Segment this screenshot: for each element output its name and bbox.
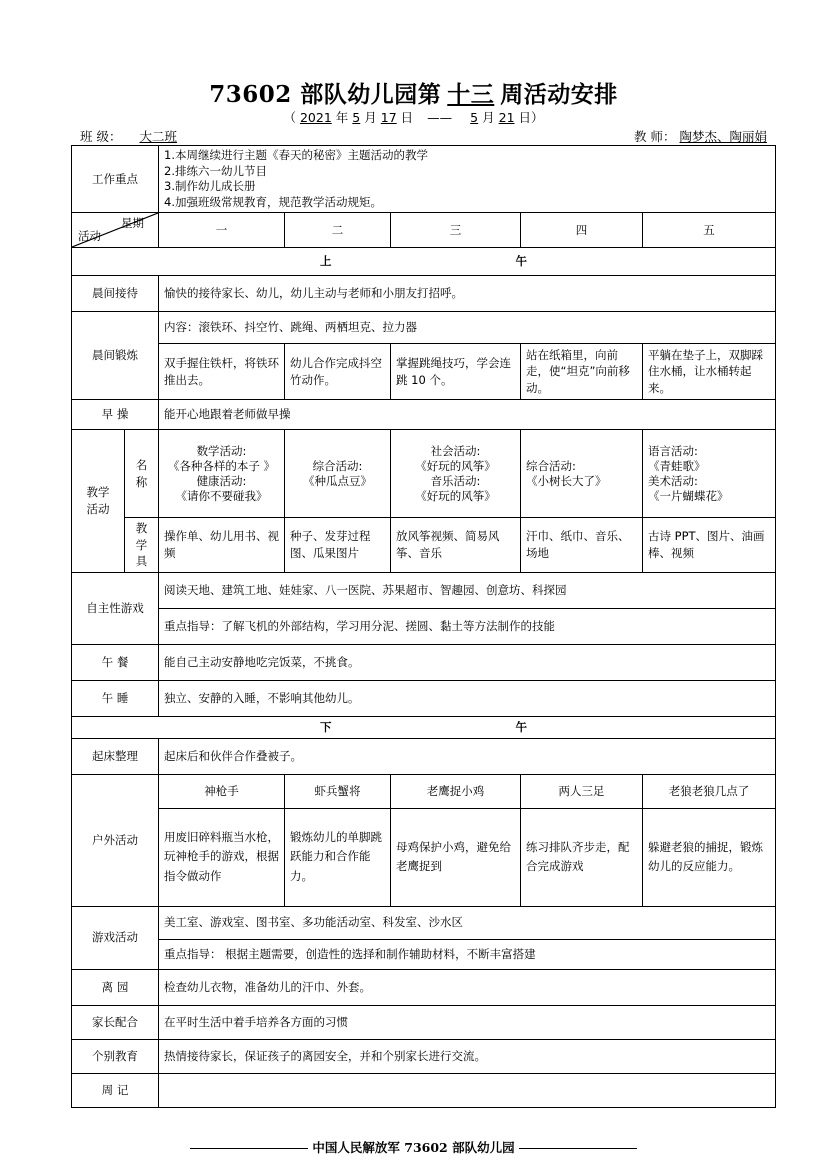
- reception-row: [72, 276, 776, 312]
- exercise-wed: 掌握跳绳技巧，学会连跳 10 个。: [391, 344, 521, 400]
- date-ri-end: 日）: [518, 110, 544, 125]
- parents-row: [72, 1005, 776, 1039]
- subject-type: 健康活动:: [196, 473, 247, 488]
- subject-title: 《一片蝴蝶花》: [648, 488, 729, 503]
- lunch-row: [72, 645, 776, 681]
- focus-line: 2.排练六一幼儿节目: [164, 163, 267, 178]
- wakeup-text: 起床后和伙伴合作叠被子。: [159, 738, 776, 774]
- outdoor-desc-thu: 练习排队齐步走，配合完成游戏: [521, 808, 643, 906]
- teaching-tools-wed: 放风筝视频、简易风筝、音乐: [391, 518, 521, 573]
- free-play-guide: 重点指导：了解飞机的外部结构，学习用分泥、搓圆、黏土等方法制作的技能: [159, 609, 776, 645]
- corner-weekday-label: 星期: [121, 216, 144, 231]
- nap-label: 午 睡: [72, 681, 159, 717]
- date-day-start: 17: [380, 110, 397, 125]
- teaching-label: 教学活动: [72, 430, 125, 573]
- subject-type: 社会活动:: [430, 443, 481, 458]
- outdoor-desc-fri: 躲避老狼的捕捉，锻炼幼儿的反应能力。: [643, 808, 776, 906]
- outdoor-game-mon: 神枪手: [159, 774, 285, 808]
- page-title: [0, 76, 827, 109]
- free-play-guide-row: [72, 609, 776, 645]
- weekday-header-row: [72, 213, 776, 248]
- focus-line: 4.加强班级常规教育，规范教学活动规矩。: [164, 194, 382, 209]
- parents-text: 在平时生活中着手培养各方面的习惯: [159, 1005, 776, 1039]
- reception-text: 愉快的接待家长、幼儿，幼儿主动与老师和小朋友打招呼。: [159, 276, 776, 312]
- title-prefix: 73602 部队幼儿园第: [209, 81, 442, 108]
- outdoor-games-row: [72, 774, 776, 808]
- weekday-mon: 一: [159, 213, 285, 248]
- outdoor-game-thu: 两人三足: [521, 774, 643, 808]
- footer-rule-right: [519, 1148, 637, 1149]
- teaching-name-label: 名称: [125, 430, 159, 518]
- free-play-areas: 阅读天地、建筑工地、娃娃家、八一医院、苏果超市、智趣园、创意坊、科探园: [159, 573, 776, 609]
- leave-text: 检查幼儿衣物，准备幼儿的汗巾、外套。: [159, 969, 776, 1005]
- wakeup-label: 起床整理: [72, 738, 159, 774]
- subject-type: 音乐活动:: [430, 473, 481, 488]
- weekly-note-row: [72, 1073, 776, 1107]
- subject-title: 《种瓜点豆》: [303, 473, 372, 488]
- teaching-tools-mon: 操作单、幼儿用书、视频: [159, 518, 285, 573]
- pm-section-row: [72, 717, 776, 739]
- teacher-label: 教 师：: [634, 129, 676, 144]
- subject-type: 数学活动:: [196, 443, 247, 458]
- lunch-label: 午 餐: [72, 645, 159, 681]
- wakeup-row: [72, 738, 776, 774]
- date-month-start: 5: [352, 110, 361, 125]
- teaching-tools-thu: 汗巾、纸巾、音乐、场地: [521, 518, 643, 573]
- date-separator: ——: [427, 110, 453, 125]
- game-guide: 重点指导： 根据主题需要，创造性的选择和制作辅助材料，不断丰富搭建: [159, 939, 776, 969]
- individual-text: 热情接待家长，保证孩子的离园安全，并和个别家长进行交流。: [159, 1039, 776, 1073]
- date-yue-end: 月: [482, 110, 495, 125]
- leave-label: 离 园: [72, 969, 159, 1005]
- parents-label: 家长配合: [72, 1005, 159, 1039]
- outdoor-label: 户外活动: [72, 774, 159, 906]
- subject-type: 语言活动:: [648, 443, 698, 458]
- leave-row: [72, 969, 776, 1005]
- class-info: [80, 127, 207, 145]
- subject-title: 《小树长大了》: [526, 473, 607, 488]
- teaching-name-mon: [159, 430, 285, 518]
- morning-ex-row: [72, 400, 776, 430]
- morning-ex-label: 早 操: [72, 400, 159, 430]
- date-year: 2021: [299, 110, 332, 125]
- exercise-content: 内容：滚铁环、抖空竹、跳绳、两栖坦克、拉力器: [159, 312, 776, 344]
- teaching-names-row: [72, 430, 776, 518]
- exercise-tue: 幼儿合作完成抖空竹动作。: [285, 344, 391, 400]
- pm-section-label: 下 午: [72, 717, 776, 739]
- nap-text: 独立、安静的入睡，不影响其他幼儿。: [159, 681, 776, 717]
- weekday-thu: 四: [521, 213, 643, 248]
- am-section-row: [72, 248, 776, 276]
- free-play-label: 自主性游戏: [72, 573, 159, 645]
- date-range: [0, 108, 827, 126]
- date-day-end: 21: [498, 110, 515, 125]
- focus-label: 工作重点: [72, 146, 159, 213]
- weekday-wed: 三: [391, 213, 521, 248]
- schedule-table: [71, 145, 776, 1108]
- exercise-days-row: [72, 344, 776, 400]
- outdoor-game-wed: 老鹰捉小鸡: [391, 774, 521, 808]
- weekly-note-text[interactable]: [159, 1073, 776, 1107]
- teaching-name-thu: [521, 430, 643, 518]
- page-footer: [0, 1138, 827, 1156]
- weekday-tue: 二: [285, 213, 391, 248]
- exercise-label: 晨间锻炼: [72, 312, 159, 400]
- teacher-info: [634, 127, 767, 145]
- teaching-tools-fri: 古诗 PPT、图片、油画棒、视频: [643, 518, 776, 573]
- focus-line: 1.本周继续进行主题《春天的秘密》主题活动的教学: [164, 148, 428, 162]
- focus-content: [159, 146, 776, 213]
- week-number: 十三: [447, 81, 495, 108]
- teaching-name-tue: [285, 430, 391, 518]
- footer-rule-left: [190, 1148, 308, 1149]
- free-play-areas-row: [72, 573, 776, 609]
- date-open: （: [283, 110, 296, 125]
- weekly-note-label: 周 记: [72, 1073, 159, 1107]
- morning-ex-text: 能开心地跟着老师做早操: [159, 400, 776, 430]
- class-value: 大二班: [139, 129, 177, 144]
- teacher-value: 陶梦杰、陶丽娟: [679, 129, 767, 144]
- class-label: 班 级：: [80, 129, 122, 144]
- lunch-text: 能自己主动安静地吃完饭菜，不挑食。: [159, 645, 776, 681]
- outdoor-desc-wed: 母鸡保护小鸡，避免给老鹰捉到: [391, 808, 521, 906]
- date-yue-start: 月: [364, 110, 377, 125]
- date-month-end: 5: [470, 110, 479, 125]
- game-guide-row: [72, 939, 776, 969]
- exercise-fri: 平躺在垫子上，双脚踩住水桶，让水桶转起来。: [643, 344, 776, 400]
- teaching-tools-row: [72, 518, 776, 573]
- date-nian: 年: [335, 110, 349, 125]
- corner-activity-label: 活动: [78, 229, 101, 244]
- exercise-mon: 双手握住铁杆，将铁环推出去。: [159, 344, 285, 400]
- subject-title: 《好玩的风筝》: [415, 458, 496, 473]
- outdoor-desc-row: [72, 808, 776, 906]
- reception-label: 晨间接待: [72, 276, 159, 312]
- focus-line: 3.制作幼儿成长册: [164, 179, 256, 194]
- subject-title: 《青蛙歌》: [648, 458, 706, 473]
- teaching-name-wed: [391, 430, 521, 518]
- outdoor-desc-tue: 锻炼幼儿的单脚跳跃能力和合作能力。: [285, 808, 391, 906]
- exercise-thu: 站在纸箱里，向前走，使“坦克”向前移动。: [521, 344, 643, 400]
- focus-row: [72, 146, 776, 213]
- subject-type: 美术活动:: [648, 473, 698, 488]
- individual-label: 个别教育: [72, 1039, 159, 1073]
- nap-row: [72, 681, 776, 717]
- subject-title: 《好玩的风筝》: [415, 488, 496, 503]
- exercise-content-row: [72, 312, 776, 344]
- individual-row: [72, 1039, 776, 1073]
- game-areas: 美工室、游戏室、图书室、多功能活动室、科发室、沙水区: [159, 906, 776, 939]
- footer-text: 中国人民解放军 73602 部队幼儿园: [312, 1140, 515, 1155]
- teaching-tools-tue: 种子、发芽过程图、瓜果图片: [285, 518, 391, 573]
- subject-title: 《请你不要碰我》: [175, 488, 268, 503]
- weekday-fri: 五: [643, 213, 776, 248]
- game-areas-row: [72, 906, 776, 939]
- subject-title: 《各种各样的本子 》: [167, 458, 276, 473]
- date-ri-start: 日: [400, 110, 414, 125]
- subject-type: 综合活动:: [312, 458, 363, 473]
- am-section-label: 上 午: [72, 248, 776, 276]
- title-suffix: 周活动安排: [500, 81, 618, 108]
- subject-type: 综合活动:: [526, 458, 576, 473]
- teaching-tools-label: 教学具: [125, 518, 159, 573]
- weekday-corner: [72, 213, 159, 248]
- outdoor-game-fri: 老狼老狼几点了: [643, 774, 776, 808]
- outdoor-desc-mon: 用废旧碎料瓶当水枪，玩神枪手的游戏，根据指令做动作: [159, 808, 285, 906]
- outdoor-game-tue: 虾兵蟹将: [285, 774, 391, 808]
- teaching-name-fri: [643, 430, 776, 518]
- game-label: 游戏活动: [72, 906, 159, 969]
